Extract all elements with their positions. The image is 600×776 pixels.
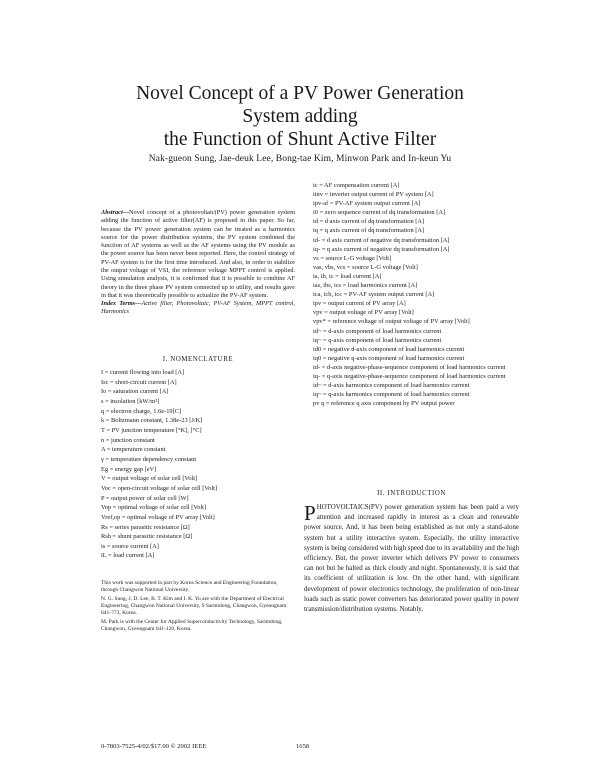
nomenclature-item: Vop = optimal voltage of solar cell [Volt] [101,504,207,512]
nomenclature-item: I = current flowing into load [A] [101,369,185,376]
footnote-funding: This work was supported in part by Korea Science and Engineering Foundation, through Changwon National University. [101,580,278,594]
paper-title-line-3: the Function of Shunt Active Filter [163,129,437,150]
nomenclature-list-left [101,368,295,561]
nomenclature-item: q = electron charge, 1.6e-19[C] [101,407,182,415]
nomenclature-item: n = junction constant [101,436,155,444]
nomenclature-item: iq0 = negative q-axis component of load harmonics current [313,354,465,362]
nomenclature-item: id0 = negative d-axis component of load harmonics current [313,345,465,353]
nomenclature-item: Vref,op = optimal voltage of PV array [Volt] [101,513,215,521]
nomenclature-item: vpv = output voltage of PV array [Volt] [313,309,414,317]
nomenclature-item: id- = d-axis negative-phase-sequence component of load harmonics current [313,363,506,371]
nomenclature-item: ipv-af = PV-AF system output current [A] [313,200,421,208]
nomenclature-item: V = output voltage of solar cell [Volt] [101,475,198,483]
nomenclature-item: id~ = d-axis component of load harmonics current [313,327,442,335]
nomenclature-item: k = Boltzmann constant, 1.38e-23 [J/K] [101,417,203,425]
footnote-affiliation-1: N. G. Sung, J. D. Lee, B. T. Kim and I. K. Yu are with the Department of Electrical Engineering, Changwon National University, 9 Sarimdong, Changwon, Gyeongnam 641-773, Korea. [101,595,287,617]
abstract-label: Abstract [101,209,123,216]
nomenclature-item: P = output power of solar cell [W] [101,494,189,502]
nomenclature-item: ic = AF compensation current [A] [313,182,400,189]
nomenclature-item: iL = load current [A] [101,552,155,560]
introduction-heading: II. INTRODUCTION [377,490,446,497]
abstract: Abstract—Novel concept of a photovoltaic(PV) power generation system adding the function of active filter(AF) is proposed in this paper. So far, because the PV power generation system can be treated as a harmonics source for the power distribution systems, the PV system combined the function of AF systems as well as the AF systems using the PV module as the power source has been never been reported. Here, the control strategy of PV-AF system is for the first time introduced. And also, in order to stabilize the output voltage of VSI, the reference voltage MPPT control is applied. Using simulation analysis, it is confirmed that it is possible to combine AF theory in the three phase PV system connected up to utility, and results gave in that it was theoretically possible to actualize the PV-AF system. [101,209,295,299]
copyright-isbn: 0-7803-7525-4/02/$17.00 © 2002 IEEE [101,743,207,750]
nomenclature-item: iq- = q axis current of negative dq transformation [A] [313,245,450,253]
nomenclature-item: Isc = short-circuit current [A] [101,378,177,386]
nomenclature-item: is = source current [A] [101,542,159,550]
paper-title-line-1: Novel Concept of a PV Power Generation [136,83,464,104]
nomenclature-item: γ = temperature dependency constant [101,455,197,463]
footnote [101,580,295,635]
nomenclature-item: iq~ = q-axis component of load harmonics current [313,336,442,344]
nomenclature-item: id- = d axis current of negative dq transformation [A] [313,236,450,244]
abstract-text: Novel concept of a photovoltaic(PV) power generation system adding the function of active filter(AF) is proposed in this paper. So far, because the PV power generation system can be treated as a harmonics source for the power distribution systems, the PV system combined the function of AF systems as well as the AF systems using the PV module as the power source has been never been reported. Here, the control strategy of PV-AF system is for the first time introduced. And also, in order to stabilize the output voltage of VSI, the reference voltage MPPT control is applied. Using simulation analysis, it is confirmed that it is possible to combine AF theory in the three phase PV system connected up to utility, and results gave in that it was theoretically possible to actualize the PV-AF system. [101,209,295,299]
index-terms: Index Terms—Active filter, Photovoltaic, PV-AF System, MPPT control, Harmonics [101,300,295,316]
index-terms-text: Active filter, Photovoltaic, PV-AF System, MPPT control, Harmonics [101,300,295,316]
nomenclature-item: T = PV junction temperature [°K], [°C] [101,426,202,434]
footnote-affiliation-2: M. Park is with the Center for Applied Superconductivity Technology, Sarimdong, Changwon, Gyeongnam 641-120, Korea. [101,619,283,633]
introduction-body [304,503,519,615]
nomenclature-item: s = insolation [kW/m²] [101,397,160,405]
nomenclature-item: id = d axis current of dq transformation [A] [313,218,425,226]
nomenclature-item: vpv* = reference voltage of output voltage of PV array [Volt] [313,318,470,326]
nomenclature-item: vas, vbs, vcs = source L-G voltage [Volt] [313,263,418,271]
nomenclature-item: ica, icb, icc = PV-AF system output current [A] [313,291,435,299]
nomenclature-item: iq- = q-axis negative-phase-sequence component of load harmonics current [313,372,506,380]
nomenclature-item: Io = saturation current [A] [101,388,169,396]
nomenclature-item: A = temperature constant [101,446,166,454]
nomenclature-item: Rsh = shunt parasitic resistance [Ω] [101,533,193,541]
nomenclature-item: ias, ibs, ics = load harmonics current [A] [313,282,418,290]
nomenclature-item: vs = source L-G voltage [Volt] [313,254,392,262]
nomenclature-item: ia, ib, ic = load current [A] [313,272,382,280]
nomenclature-item: i0 = zero sequence current of dq transformation [A] [313,209,446,217]
nomenclature-item: Eg = energy gap [eV] [101,465,157,473]
nomenclature-item: ipv = output current of PV array [A] [313,300,406,308]
nomenclature-item: iq~ = q-axis harmonics component of load harmonics current [313,391,470,399]
author-list: Nak-gueon Sung, Jae-deuk Lee, Bong-tae Kim, Minwon Park and In-keun Yu [148,154,452,164]
nomenclature-item: pv q = reference q axis component by PV output power [313,400,455,408]
introduction-text: HOTOVOLTAICS(PV) power generation system has been paid a very attention and increased rapidly in interest as a clean and renewable power source. And, it has been being established as not only a stand-alone system but a utility interactive system. Especially, the utility interactive system is being considered with high speed due to its availability and the high efficiency. But, the power inverter which delivers PV power to consumers can not but be halted as thick cloudy and night. Spontaneously, it is said that its coefficient of utilization is low. On the other hand, with significant development of power electronics technology, the proliferation of non-linear loads such as static power converters has deteriorated power quality in power transmission/distribution systems. Notably, [304,504,519,614]
introduction-dropcap: P [304,501,316,525]
nomenclature-item: iq = q axis current of dq transformation [A] [313,227,425,235]
nomenclature-item: id~ = d-axis harmonics component of load harmonics current [313,382,470,390]
nomenclature-item: iinv = inverter output current of PV system [A] [313,191,434,199]
nomenclature-item: Voc = open-circuit voltage of solar cell [Volt] [101,484,218,492]
nomenclature-heading: I. NOMENCLATURE [162,356,234,363]
nomenclature-list-right [313,181,513,408]
paper-title-line-2: System adding [242,106,358,127]
index-terms-label: Index Terms [101,300,136,307]
page-number: 1658 [296,743,310,750]
nomenclature-item: Rs = series parasitic resistance [Ω] [101,523,190,531]
